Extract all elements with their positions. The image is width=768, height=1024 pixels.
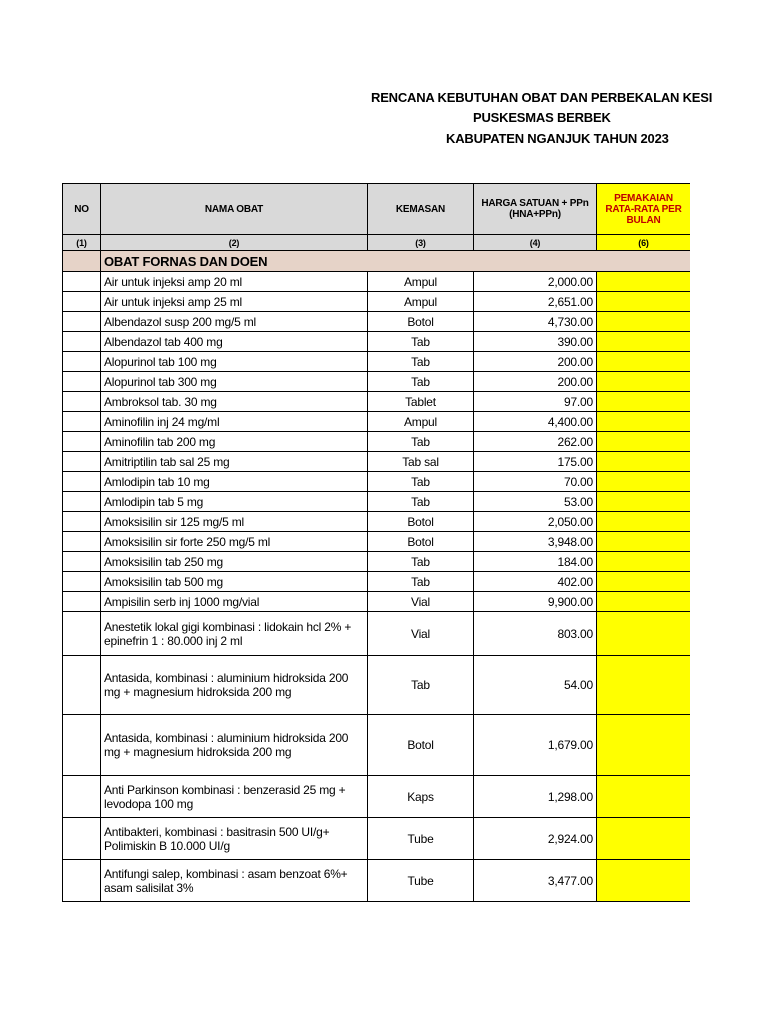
drug-name-cell: Amlodipin tab 10 mg bbox=[101, 472, 368, 492]
header-harga-satuan: HARGA SATUAN + PPn (HNA+PPn) bbox=[474, 184, 597, 235]
table-row[interactable] bbox=[63, 612, 691, 656]
kemasan-cell: Tab bbox=[368, 332, 474, 352]
no-cell bbox=[63, 776, 101, 818]
kemasan-cell: Vial bbox=[368, 612, 474, 656]
table-row[interactable] bbox=[63, 656, 691, 715]
kemasan-cell: Ampul bbox=[368, 272, 474, 292]
drug-name-cell: Albendazol susp 200 mg/5 ml bbox=[101, 312, 368, 332]
kemasan-cell: Botol bbox=[368, 312, 474, 332]
header-nama-obat: NAMA OBAT bbox=[101, 184, 368, 235]
pemakaian-cell[interactable] bbox=[597, 392, 691, 412]
harga-cell: 4,400.00 bbox=[474, 412, 597, 432]
drug-name-cell: Albendazol tab 400 mg bbox=[101, 332, 368, 352]
pemakaian-cell[interactable] bbox=[597, 332, 691, 352]
drug-name-cell: Anestetik lokal gigi kombinasi : lidokain hcl 2% + epinefrin 1 : 80.000 inj 2 ml bbox=[101, 612, 368, 656]
table-row[interactable] bbox=[63, 860, 691, 902]
pemakaian-cell[interactable] bbox=[597, 656, 691, 715]
no-cell bbox=[63, 372, 101, 392]
kemasan-cell: Botol bbox=[368, 512, 474, 532]
harga-cell: 184.00 bbox=[474, 552, 597, 572]
drug-name-cell: Alopurinol tab 100 mg bbox=[101, 352, 368, 372]
harga-cell: 3,948.00 bbox=[474, 532, 597, 552]
table-row[interactable] bbox=[63, 432, 691, 452]
table-row[interactable] bbox=[63, 776, 691, 818]
kemasan-cell: Tube bbox=[368, 860, 474, 902]
column-number: (2) bbox=[101, 235, 368, 251]
kemasan-cell: Botol bbox=[368, 532, 474, 552]
no-cell bbox=[63, 352, 101, 372]
no-cell bbox=[63, 432, 101, 452]
table-row[interactable] bbox=[63, 818, 691, 860]
pemakaian-cell[interactable] bbox=[597, 512, 691, 532]
kemasan-cell: Vial bbox=[368, 592, 474, 612]
section-row bbox=[63, 251, 691, 272]
table-row[interactable] bbox=[63, 452, 691, 472]
pemakaian-cell[interactable] bbox=[597, 312, 691, 332]
kemasan-cell: Tab bbox=[368, 352, 474, 372]
drug-name-cell: Amitriptilin tab sal 25 mg bbox=[101, 452, 368, 472]
kemasan-cell: Tab bbox=[368, 656, 474, 715]
drug-name-cell: Antibakteri, kombinasi : basitrasin 500 UI/g+ Polimiskin B 10.000 UI/g bbox=[101, 818, 368, 860]
no-cell bbox=[63, 292, 101, 312]
drug-name-cell: Amlodipin tab 5 mg bbox=[101, 492, 368, 512]
no-cell bbox=[63, 860, 101, 902]
no-cell bbox=[63, 332, 101, 352]
no-cell bbox=[63, 472, 101, 492]
table-row[interactable] bbox=[63, 472, 691, 492]
drug-name-cell: Aminofilin tab 200 mg bbox=[101, 432, 368, 452]
kemasan-cell: Tab bbox=[368, 492, 474, 512]
harga-cell: 1,298.00 bbox=[474, 776, 597, 818]
pemakaian-cell[interactable] bbox=[597, 432, 691, 452]
harga-cell: 200.00 bbox=[474, 352, 597, 372]
table-row[interactable] bbox=[63, 592, 691, 612]
pemakaian-cell[interactable] bbox=[597, 592, 691, 612]
table-row[interactable] bbox=[63, 532, 691, 552]
table-row[interactable] bbox=[63, 392, 691, 412]
harga-cell: 54.00 bbox=[474, 656, 597, 715]
harga-cell: 2,651.00 bbox=[474, 292, 597, 312]
pemakaian-cell[interactable] bbox=[597, 552, 691, 572]
harga-cell: 2,924.00 bbox=[474, 818, 597, 860]
pemakaian-cell[interactable] bbox=[597, 272, 691, 292]
no-cell bbox=[63, 392, 101, 412]
column-number-row bbox=[63, 235, 691, 251]
pemakaian-cell[interactable] bbox=[597, 715, 691, 776]
kemasan-cell: Tab bbox=[368, 552, 474, 572]
section-title: OBAT FORNAS DAN DOEN bbox=[101, 251, 691, 272]
no-cell bbox=[63, 572, 101, 592]
pemakaian-cell[interactable] bbox=[597, 776, 691, 818]
table-row[interactable] bbox=[63, 372, 691, 392]
kemasan-cell: Tablet bbox=[368, 392, 474, 412]
no-cell bbox=[63, 612, 101, 656]
column-number: (3) bbox=[368, 235, 474, 251]
column-number: (1) bbox=[63, 235, 101, 251]
kemasan-cell: Tab bbox=[368, 472, 474, 492]
no-cell bbox=[63, 452, 101, 472]
drug-name-cell: Anti Parkinson kombinasi : benzerasid 25 mg + levodopa 100 mg bbox=[101, 776, 368, 818]
pemakaian-cell[interactable] bbox=[597, 412, 691, 432]
pemakaian-cell[interactable] bbox=[597, 292, 691, 312]
harga-cell: 2,000.00 bbox=[474, 272, 597, 292]
harga-cell: 3,477.00 bbox=[474, 860, 597, 902]
harga-cell: 262.00 bbox=[474, 432, 597, 452]
pemakaian-cell[interactable] bbox=[597, 492, 691, 512]
drug-name-cell: Ampisilin serb inj 1000 mg/vial bbox=[101, 592, 368, 612]
harga-cell: 200.00 bbox=[474, 372, 597, 392]
no-cell bbox=[63, 532, 101, 552]
no-cell bbox=[63, 818, 101, 860]
table-body bbox=[63, 272, 691, 902]
table-header-row bbox=[63, 184, 691, 235]
drug-name-cell: Ambroksol tab. 30 mg bbox=[101, 392, 368, 412]
kemasan-cell: Tab sal bbox=[368, 452, 474, 472]
pemakaian-cell[interactable] bbox=[597, 572, 691, 592]
drug-name-cell: Alopurinol tab 300 mg bbox=[101, 372, 368, 392]
harga-cell: 70.00 bbox=[474, 472, 597, 492]
pemakaian-cell[interactable] bbox=[597, 532, 691, 552]
pemakaian-cell[interactable] bbox=[597, 472, 691, 492]
column-number: (6) bbox=[597, 235, 691, 251]
header-no: NO bbox=[63, 184, 101, 235]
section-no-cell bbox=[63, 251, 101, 272]
table-row[interactable] bbox=[63, 512, 691, 532]
table-row[interactable] bbox=[63, 352, 691, 372]
pemakaian-cell[interactable] bbox=[597, 452, 691, 472]
kemasan-cell: Tab bbox=[368, 432, 474, 452]
drug-name-cell: Antasida, kombinasi : aluminium hidroksida 200 mg + magnesium hidroksida 200 mg bbox=[101, 656, 368, 715]
table-row[interactable] bbox=[63, 492, 691, 512]
header-pemakaian: PEMAKAIAN RATA-RATA PER BULAN bbox=[597, 184, 691, 235]
pemakaian-cell[interactable] bbox=[597, 818, 691, 860]
drug-name-cell: Aminofilin inj 24 mg/ml bbox=[101, 412, 368, 432]
drug-name-cell: Amoksisilin sir 125 mg/5 ml bbox=[101, 512, 368, 532]
table-row[interactable] bbox=[63, 272, 691, 292]
harga-cell: 2,050.00 bbox=[474, 512, 597, 532]
drug-name-cell: Air untuk injeksi amp 25 ml bbox=[101, 292, 368, 312]
table-row[interactable] bbox=[63, 412, 691, 432]
pemakaian-cell[interactable] bbox=[597, 860, 691, 902]
table-row[interactable] bbox=[63, 312, 691, 332]
table-row[interactable] bbox=[63, 292, 691, 312]
harga-cell: 1,679.00 bbox=[474, 715, 597, 776]
table-row[interactable] bbox=[63, 715, 691, 776]
harga-cell: 53.00 bbox=[474, 492, 597, 512]
drug-name-cell: Amoksisilin sir forte 250 mg/5 ml bbox=[101, 532, 368, 552]
kemasan-cell: Kaps bbox=[368, 776, 474, 818]
column-number: (4) bbox=[474, 235, 597, 251]
harga-cell: 9,900.00 bbox=[474, 592, 597, 612]
harga-cell: 803.00 bbox=[474, 612, 597, 656]
drug-name-cell: Amoksisilin tab 250 mg bbox=[101, 552, 368, 572]
no-cell bbox=[63, 272, 101, 292]
no-cell bbox=[63, 312, 101, 332]
kemasan-cell: Ampul bbox=[368, 412, 474, 432]
harga-cell: 402.00 bbox=[474, 572, 597, 592]
table-row[interactable] bbox=[63, 572, 691, 592]
no-cell bbox=[63, 492, 101, 512]
no-cell bbox=[63, 412, 101, 432]
harga-cell: 97.00 bbox=[474, 392, 597, 412]
table-row[interactable] bbox=[63, 552, 691, 572]
pemakaian-cell[interactable] bbox=[597, 612, 691, 656]
drug-name-cell: Amoksisilin tab 500 mg bbox=[101, 572, 368, 592]
table-row[interactable] bbox=[63, 332, 691, 352]
kemasan-cell: Botol bbox=[368, 715, 474, 776]
kemasan-cell: Ampul bbox=[368, 292, 474, 312]
harga-cell: 4,730.00 bbox=[474, 312, 597, 332]
harga-cell: 175.00 bbox=[474, 452, 597, 472]
no-cell bbox=[63, 512, 101, 532]
harga-cell: 390.00 bbox=[474, 332, 597, 352]
no-cell bbox=[63, 592, 101, 612]
kemasan-cell: Tab bbox=[368, 372, 474, 392]
no-cell bbox=[63, 656, 101, 715]
drug-name-cell: Air untuk injeksi amp 20 ml bbox=[101, 272, 368, 292]
drug-needs-table bbox=[62, 183, 690, 902]
drug-name-cell: Antifungi salep, kombinasi : asam benzoat 6%+ asam salisilat 3% bbox=[101, 860, 368, 902]
no-cell bbox=[63, 552, 101, 572]
kemasan-cell: Tube bbox=[368, 818, 474, 860]
document-title: RENCANA KEBUTUHAN OBAT DAN PERBEKALAN KESI bbox=[371, 90, 713, 105]
document-subtitle-kabupaten: KABUPATEN NGANJUK TAHUN 2023 bbox=[446, 131, 669, 146]
document-subtitle-puskesmas: PUSKESMAS BERBEK bbox=[473, 110, 611, 125]
no-cell bbox=[63, 715, 101, 776]
pemakaian-cell[interactable] bbox=[597, 352, 691, 372]
drug-name-cell: Antasida, kombinasi : aluminium hidroksida 200 mg + magnesium hidroksida 200 mg bbox=[101, 715, 368, 776]
kemasan-cell: Tab bbox=[368, 572, 474, 592]
pemakaian-cell[interactable] bbox=[597, 372, 691, 392]
header-kemasan: KEMASAN bbox=[368, 184, 474, 235]
